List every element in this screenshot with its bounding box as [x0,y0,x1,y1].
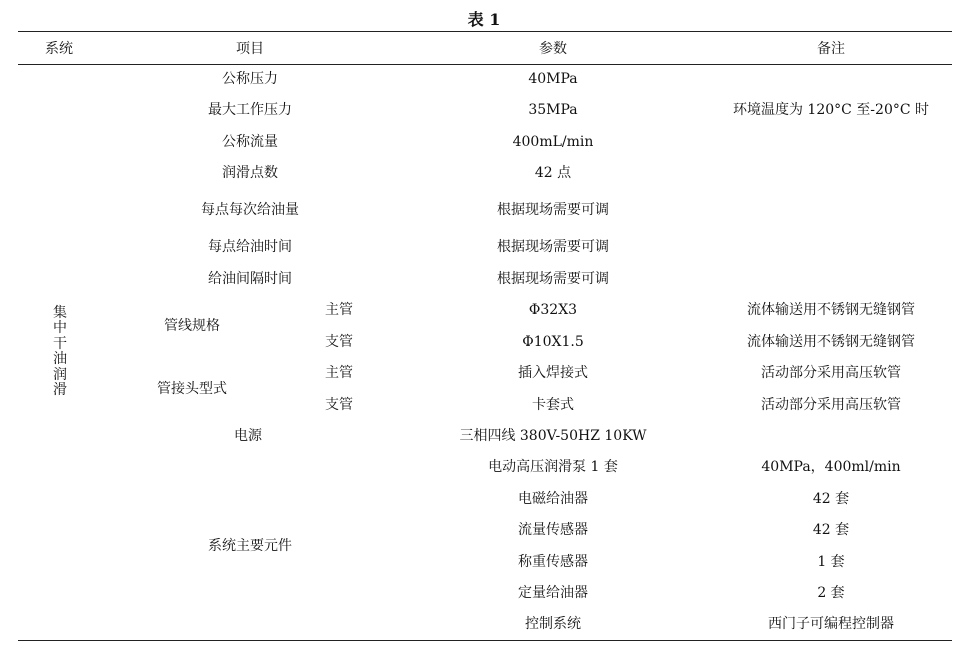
pipe-spec-main-sub: 主管 [325,302,353,318]
pipe-spec-branch-param: Φ10X1.5 [522,334,584,350]
pipe-joint-branch-note: 活动部分采用高压软管 [761,397,901,413]
row-note: 环境温度为 120°C 至-20°C 时 [732,102,930,118]
pipe-spec-main-param: Φ32X3 [528,302,578,318]
component-note: 42 套 [812,491,850,507]
component-param: 电磁给油器 [518,491,588,507]
component-param: 流量传感器 [518,522,588,538]
pipe-spec-branch-note: 流体输送用不锈钢无缝钢管 [747,334,915,350]
power-param: 三相四线 380V-50HZ 10KW [459,428,647,444]
row-param: 400mL/min [512,134,594,150]
row-item: 公称压力 [222,71,278,87]
pipe-spec-label: 管线规格 [164,318,220,334]
pipe-joint-label: 管接头型式 [157,381,227,397]
system-label-char: 中 [53,320,67,337]
system-label-char: 干 [53,335,67,352]
component-note: 西门子可编程控制器 [768,616,894,632]
system-label-char: 集 [53,305,67,321]
row-item: 最大工作压力 [208,102,292,118]
pipe-joint-main-note: 活动部分采用高压软管 [761,365,901,381]
pipe-spec-branch-sub: 支管 [325,334,353,350]
system-label [52,306,68,398]
row-item: 给油间隔时间 [208,271,292,287]
power-item: 电源 [234,428,262,444]
bottom-rule [18,640,952,641]
component-param: 定量给油器 [518,585,588,601]
pipe-spec-main-note: 流体输送用不锈钢无缝钢管 [747,302,915,318]
row-item: 每点给油时间 [208,239,292,255]
component-param: 电动高压润滑泵 1 套 [488,459,618,475]
row-param: 根据现场需要可调 [497,202,609,218]
system-label-char: 滑 [53,382,67,399]
pipe-joint-main-sub: 主管 [325,365,353,381]
row-param: 根据现场需要可调 [497,271,609,287]
table-caption: 表 1 [467,10,501,29]
header-param: 参数 [539,41,567,57]
header-rule [18,64,952,65]
pipe-joint-branch-sub: 支管 [325,397,353,413]
row-param: 35MPa [528,102,578,118]
header-note: 备注 [817,41,845,57]
top-rule [18,31,952,32]
components-label: 系统主要元件 [208,538,292,554]
header-item: 项目 [236,41,264,57]
row-item: 公称流量 [222,134,278,150]
header-system: 系统 [45,41,73,57]
pipe-joint-branch-param: 卡套式 [532,397,574,413]
row-item: 每点每次给油量 [201,202,299,218]
component-note: 40MPa，400ml/min [761,459,901,475]
row-param: 40MPa [528,71,578,87]
component-note: 42 套 [812,522,850,538]
system-label-char: 润 [53,366,67,383]
row-param: 根据现场需要可调 [497,239,609,255]
pipe-joint-main-param: 插入焊接式 [518,365,588,381]
row-item: 润滑点数 [222,165,278,181]
component-note: 1 套 [817,554,845,570]
component-param: 控制系统 [525,616,581,632]
component-param: 称重传感器 [518,554,588,570]
row-param: 42 点 [534,165,572,181]
system-label-char: 油 [53,351,67,368]
component-note: 2 套 [817,585,845,601]
